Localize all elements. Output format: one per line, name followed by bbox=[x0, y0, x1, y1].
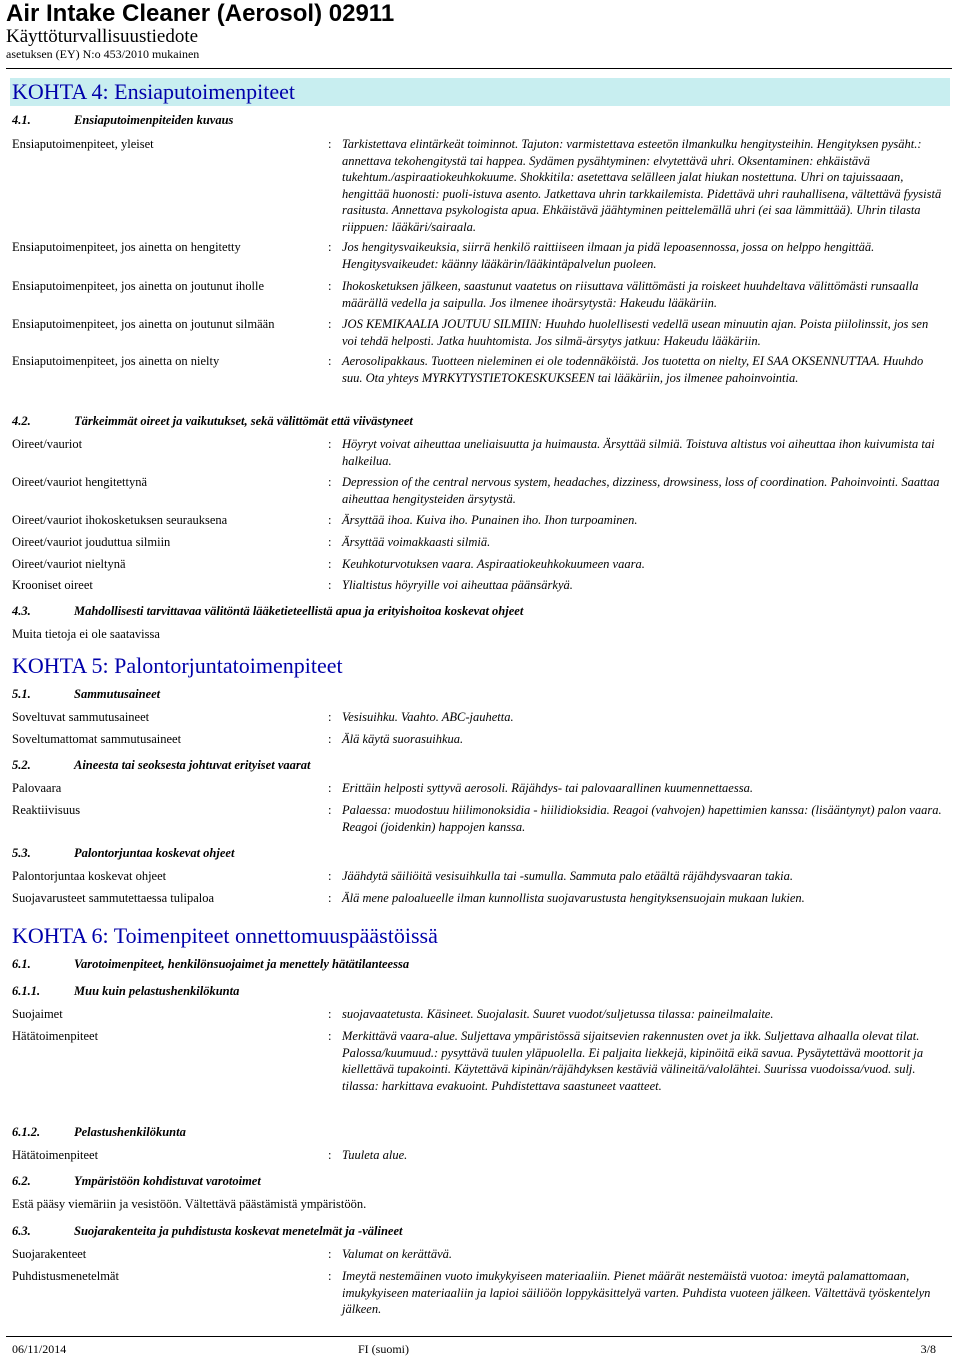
field-value: Valumat on kerättävä. bbox=[342, 1247, 453, 1261]
document-title: Air Intake Cleaner (Aerosol) 02911 bbox=[6, 0, 395, 27]
field-label: Puhdistusmenetelmät bbox=[12, 1269, 119, 1283]
field-label: Soveltuvat sammutusaineet bbox=[12, 710, 150, 724]
field-label: Suojaimet bbox=[12, 1007, 63, 1021]
subsection-title: Aineesta tai seoksesta johtuvat erityiset vaarat bbox=[74, 758, 311, 772]
field-label: Oireet/vauriot bbox=[12, 437, 83, 451]
subsection-number: 5.2. bbox=[12, 758, 31, 772]
field-value: suojavaatetusta. Käsineet. Suojalasit. Suuret vuodot/suljetussa tilassa: paineilmalaite. bbox=[342, 1007, 774, 1021]
field-value: Älä käytä suorasuihkua. bbox=[342, 732, 464, 746]
subsection-title: Pelastushenkilökunta bbox=[74, 1125, 186, 1139]
field-label: Palontorjuntaa koskevat ohjeet bbox=[12, 869, 167, 883]
subsection-4-3 bbox=[12, 604, 523, 619]
field-label: Ensiaputoimenpiteet, yleiset bbox=[12, 137, 154, 151]
field-value: Ärsyttää voimakkaasti silmiä. bbox=[342, 535, 491, 549]
section-5-heading: KOHTA 5: Palontorjuntatoimenpiteet bbox=[12, 653, 343, 678]
subsection-title: Tärkeimmät oireet ja vaikutukset, sekä välittömät että viivästyneet bbox=[74, 414, 413, 428]
field-value: Ärsyttää ihoa. Kuiva iho. Punainen iho. Ihon turpoaminen. bbox=[342, 513, 638, 527]
subsection-number: 6.1. bbox=[12, 957, 31, 971]
subsection-number: 5.1. bbox=[12, 687, 31, 701]
field-label: Ensiaputoimenpiteet, jos ainetta on joutunut iholle bbox=[12, 279, 265, 293]
field-value: Tuuleta alue. bbox=[342, 1148, 408, 1162]
field-value: Jäähdytä säiliöitä vesisuihkulla tai -sumulla. Sammuta palo etäältä räjähdysvaaran takia. bbox=[342, 869, 794, 883]
subsection-number: 4.1. bbox=[12, 113, 31, 127]
subsection-6-1-2 bbox=[12, 1125, 186, 1140]
field-label: Ensiaputoimenpiteet, jos ainetta on nielty bbox=[12, 354, 220, 368]
field-label: Oireet/vauriot hengitettynä bbox=[12, 475, 148, 489]
subsection-number: 6.2. bbox=[12, 1174, 31, 1188]
field-value: Ihokosketuksen jälkeen, saastunut vaatetus on riisuttava välittömästi ja roiskeet huuhdeltava välittömästi runsaalla määrällä vedella ja saipulla. Jos ilmenee ihoärsytystä: Hakeudu lääkäriin. bbox=[342, 279, 919, 310]
field-label: Oireet/vauriot nieltynä bbox=[12, 557, 126, 571]
field-label: Hätätoimenpiteet bbox=[12, 1148, 99, 1162]
field-value: Erittäin helposti syttyvä aerosoli. Räjähdys- tai palovaarallinen kuumennettaessa. bbox=[342, 781, 753, 795]
subsection-5-1 bbox=[12, 687, 160, 702]
footer-date: 06/11/2014 bbox=[12, 1342, 67, 1356]
subsection-number: 6.1.1. bbox=[12, 984, 41, 998]
field-label: Reaktiivisuus bbox=[12, 803, 81, 817]
field-label: Suojarakenteet bbox=[12, 1247, 87, 1261]
field-value: Älä mene paloalueelle ilman kunnollista suojavarustusta hengityksensuojain mukaan lukien. bbox=[342, 891, 805, 905]
subsection-6-1-1 bbox=[12, 984, 239, 999]
subsection-5-2 bbox=[12, 758, 310, 773]
field-label: Oireet/vauriot jouduttua silmiin bbox=[12, 535, 171, 549]
document-subtitle: Käyttöturvallisuustiedote bbox=[6, 26, 199, 47]
field-value: JOS KEMIKAALIA JOUTUU SILMIIN: Huuhdo huolellisesti vedellä usean minuutin ajan. Poista piilolinssit, jos sen voi tehdä helposti. Jatka huuhtomista. Jos silmä-ärsytys jatkuu: Hakeudu lääkäriin. bbox=[342, 317, 929, 348]
field-value: Ylialtistus höyryille voi aiheuttaa päänsärkyä. bbox=[342, 578, 573, 592]
section-6-heading: KOHTA 6: Toimenpiteet onnettomuuspäästöissä bbox=[12, 923, 438, 948]
subsection-title: Mahdollisesti tarvittavaa välitöntä lääketieteellistä apua ja erityishoitoa koskevat ohjeet bbox=[74, 604, 524, 618]
field-value: Palaessa: muodostuu hiilimonoksidia - hiilidioksidia. Reagoi (vahvojen) hapettimien kanssa: (lisääntynyt) palon vaara. Reagoi (joidenkin) happojen kanssa. bbox=[342, 803, 942, 834]
subsection-title: Suojarakenteita ja puhdistusta koskevat menetelmät ja -välineet bbox=[74, 1224, 403, 1238]
field-label: Suojavarusteet sammutettaessa tulipaloa bbox=[12, 891, 215, 905]
regulation-reference: asetuksen (EY) N:o 453/2010 mukainen bbox=[6, 47, 200, 61]
subsection-4-2 bbox=[12, 414, 413, 429]
document-header bbox=[6, 0, 956, 61]
footer-divider bbox=[6, 1336, 952, 1337]
note-text: Estä pääsy viemäriin ja vesistöön. Vältettävä päästämistä ympäristöön. bbox=[12, 1197, 367, 1211]
subsection-number: 4.3. bbox=[12, 604, 31, 618]
field-value: Tarkistettava elintärkeät toiminnot. Tajuton: varmistettava esteetön ilmankulku hengitysteihin. Hengityksen pysäht.: annettava tekohengitystä tai happea. Sydämen pysähtyminen: elvytettävä uhri. Oksentaminen: ehkäistävä tukehtum./aspiraatiokeuhkokuume. Shokkitila: asetettava selälleen jalat hiukan nostettuna. Uhri on tajuissaaan, hengittää huonosti: puoli-istuva asento. Jatkettava uhrin tarkkailemista. Pidettävä uhri rauhallisena, vältettävä fyysistä rasitusta. Annettava psykologista apua. Ehkäistävä jäähtyminen peittelemällä uhri (ei saa lämmittää). Uhrin tilasta riippuen: lääkäri/sairaala. bbox=[342, 137, 942, 234]
field-value: Depression of the central nervous system, headaches, dizziness, drowsiness, loss of coordination. Pahoinvointi. Saattaa aiheuttaa hengitysteiden ärsytystä. bbox=[342, 475, 940, 506]
field-value: Merkittävä vaara-alue. Suljettava ympäristössä sijaitsevien rakennusten ovet ja ikk. Suljettava alhaalla olevat tilat. Palossa/kuumuud.: pysyttävä tuulen yläpuolella. Ei paljaita liekkejä, kipinöitä eikä savua. Pysäytettävä moottorit ja kiellettävä tupakointi. Käytettävä kipinän/räjähdyksen kestäviä välineitä/valolähtei. Suurissa vuodoissa/vuod. sulj. tilassa: harkittava evakuoint. Puhdistettava saastuneet vaatteet. bbox=[342, 1029, 924, 1093]
subsection-title: Palontorjuntaa koskevat ohjeet bbox=[74, 846, 235, 860]
field-label: Soveltumattomat sammutusaineet bbox=[12, 732, 182, 746]
field-value: Vesisuihku. Vaahto. ABC-jauhetta. bbox=[342, 710, 514, 724]
header-divider bbox=[6, 68, 952, 69]
section-4-heading: KOHTA 4: Ensiaputoimenpiteet bbox=[10, 78, 950, 106]
note-text: Muita tietoja ei ole saatavissa bbox=[12, 627, 160, 641]
field-label: Palovaara bbox=[12, 781, 62, 795]
subsection-title: Ympäristöön kohdistuvat varotoimet bbox=[74, 1174, 261, 1188]
subsection-number: 4.2. bbox=[12, 414, 31, 428]
subsection-number: 6.3. bbox=[12, 1224, 31, 1238]
subsection-6-2 bbox=[12, 1174, 261, 1189]
subsection-6-3 bbox=[12, 1224, 402, 1239]
subsection-title: Muu kuin pelastushenkilökunta bbox=[74, 984, 240, 998]
field-value: Keuhkoturvotuksen vaara. Aspiraatiokeuhkokuumeen vaara. bbox=[342, 557, 645, 571]
subsection-4-1 bbox=[12, 113, 233, 128]
field-label: Ensiaputoimenpiteet, jos ainetta on joutunut silmään bbox=[12, 317, 275, 331]
subsection-number: 6.1.2. bbox=[12, 1125, 41, 1139]
page-number: 3/8 bbox=[920, 1342, 936, 1356]
footer-language: FI (suomi) bbox=[358, 1342, 409, 1356]
field-label: Krooniset oireet bbox=[12, 578, 93, 592]
subsection-title: Ensiaputoimenpiteiden kuvaus bbox=[74, 113, 234, 127]
subsection-title: Varotoimenpiteet, henkilönsuojaimet ja menettely hätätilanteessa bbox=[74, 957, 410, 971]
field-value: Höyryt voivat aiheuttaa uneliaisuutta ja huimausta. Ärsyttää silmiä. Toistuva altistus voi aiheuttaa ihon kuivumista tai halkeilua. bbox=[342, 437, 935, 468]
field-label: Hätätoimenpiteet bbox=[12, 1029, 99, 1043]
subsection-5-3 bbox=[12, 846, 234, 861]
field-value: Jos hengitysvaikeuksia, siirrä henkilö raittiiseen ilmaan ja pidä lepoasennossa, jossa on helppo hengittää. Hengitysvaikeudet: käänny lääkärin/lääkintäpalvelun puoleen. bbox=[342, 240, 875, 271]
field-value: Aerosolipakkaus. Tuotteen nieleminen ei ole todennäköistä. Jos tuotetta on nielty, EI SAA OKSENNUTTAA. Huuhdo suu. Ota yhteys MYRKYTYSTIETOKESKUKSEEN tai lääkäriin, jos ilmenee pahoinvointia. bbox=[342, 354, 924, 385]
subsection-title: Sammutusaineet bbox=[74, 687, 161, 701]
subsection-number: 5.3. bbox=[12, 846, 31, 860]
subsection-6-1 bbox=[12, 957, 409, 972]
field-label: Oireet/vauriot ihokosketuksen seurauksena bbox=[12, 513, 228, 527]
field-label: Ensiaputoimenpiteet, jos ainetta on hengitetty bbox=[12, 240, 241, 254]
field-value: Imeytä nestemäinen vuoto imukykyiseen materiaaliin. Pienet määrät nestemäistä vuotoa: imeytä palamattomaan, imukykyiseen materiaaliin ja lapioi säiliöön loppykäsittelyä varten. Puhdista vuoteen jälkeen. Vältettävä työskentelyn jälkeen. bbox=[342, 1269, 931, 1316]
